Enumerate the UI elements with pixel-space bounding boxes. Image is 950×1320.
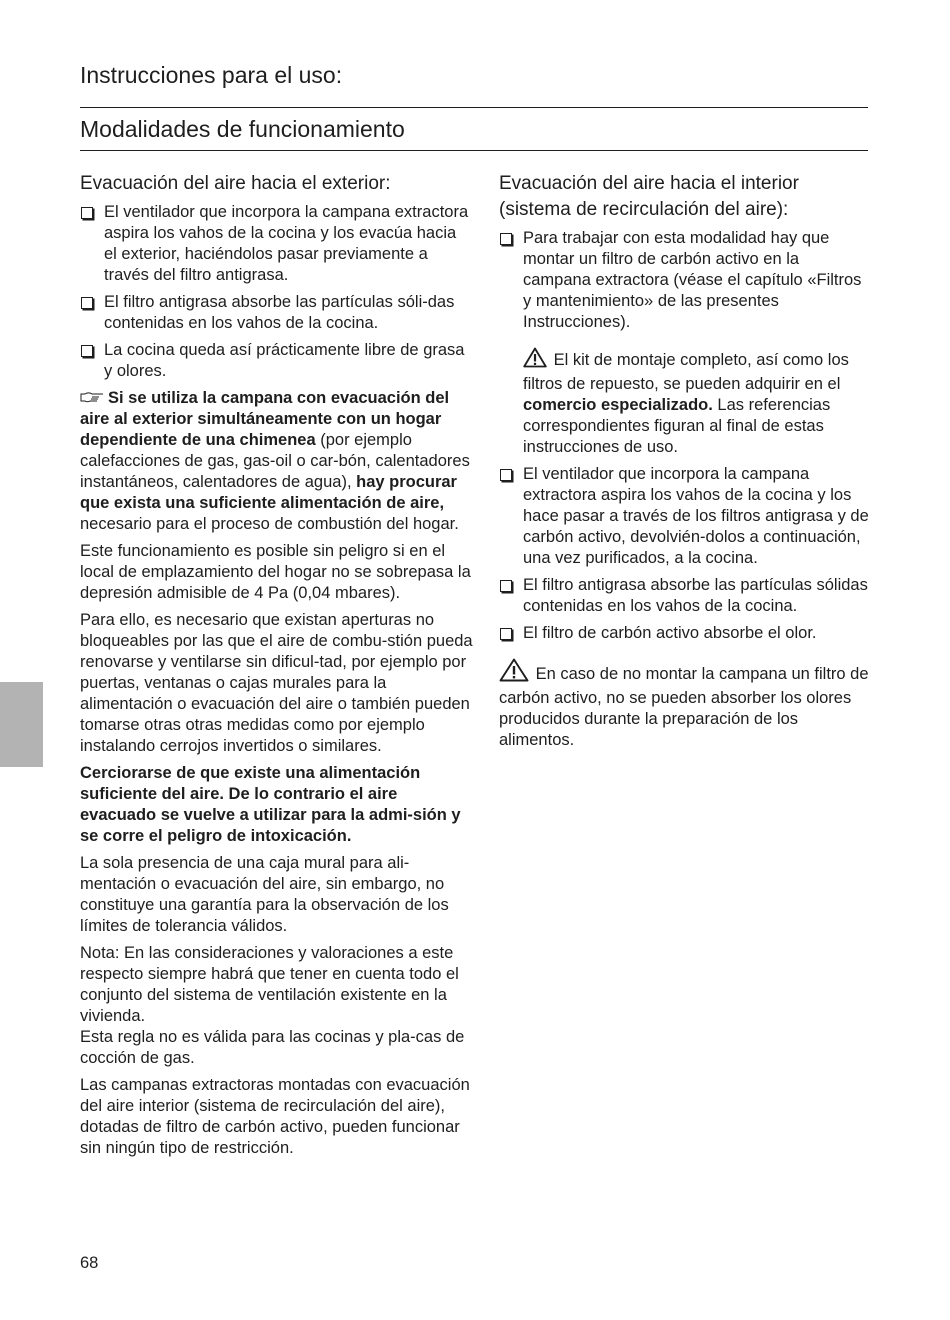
side-tab-marker [0,682,43,767]
checkbox-bullet-icon [500,580,512,592]
note-paragraph: Nota: En las consideraciones y valoraciones a este respecto siempre habrá que tener en cuenta todo el conjunto del sistema de ventilación existente en la vivienda. Esta regla no es válida para las cocinas y pla-cas de cocción de gas. [80,944,465,1067]
top-rule [80,107,868,108]
paragraph: Para ello, es necesario que existan aperturas no bloqueables por las que el aire de combu-stión pueda renovarse y ventilarse sin dificul-tad, por ejemplo por puertas, ventanas o cajas murales para la alimentación o evacuación del aire o también pueden tomarse otras otras medidas como por ejemplo instalando cerrojos invertidos o similares. [80,611,473,755]
checkbox-bullet-icon [81,207,93,219]
list-item: El filtro de carbón activo absorbe el olor. [499,623,869,644]
warning-triangle-icon [499,658,529,688]
list-item: El filtro antigrasa absorbe las partículas sólidas contenidas en los vahos de la cocina. [499,575,869,617]
right-heading: Evacuación del aire hacia el interior (sistema de recirculación del aire): [499,173,799,220]
carbon-filter-warning: En caso de no montar la campana un filtro de carbón activo, no se pueden absorber los olores producidos durante la preparación de los alimentos. [499,658,869,751]
page-number: 68 [80,1254,99,1272]
list-item: La cocina queda así prácticamente libre de grasa y olores. [80,340,473,382]
paragraph: Las campanas extractoras montadas con evacuación del aire interior (sistema de recirculación del aire), dotadas de filtro de carbón activo, pueden funcionar sin ningún tipo de restricción. [80,1076,470,1157]
kit-warning: El kit de montaje completo, así como los filtros de repuesto, se pueden adquirir en el comercio especializado. Las referencias correspondientes figuran al final de estas instrucciones de uso. [499,347,869,458]
checkbox-bullet-icon [81,345,93,357]
pointing-hand-icon [80,388,104,409]
checkbox-bullet-icon [500,233,512,245]
section-rule [80,150,868,151]
warning-triangle-icon [523,347,547,374]
right-column [499,171,869,757]
left-bullet-list [80,202,473,382]
page-title: Instrucciones para el uso: [80,62,343,88]
section-title: Modalidades de funcionamiento [80,116,405,142]
paragraph: La sola presencia de una caja mural para ali-mentación o evacuación del aire, sin embargo, no constituye una garantía para la observación de los límites de tolerancia válidos. [80,854,449,935]
right-bullet-list-2 [499,464,869,644]
list-item: El ventilador que incorpora la campana extractora aspira los vahos de la cocina y los hace pasar a través de los filtros antigrasa y de carbón activo, devolvién-dolos a continuación, una vez purificados, a la cocina. [499,464,869,569]
checkbox-bullet-icon [81,297,93,309]
list-item: Para trabajar con esta modalidad hay que montar un filtro de carbón activo en la campana extractora (véase el capítulo «Filtros y mantenimiento» de las presentes Instrucciones). [499,228,869,333]
left-column [80,171,473,1165]
right-bullet-list-1 [499,228,869,333]
checkbox-bullet-icon [500,628,512,640]
intoxication-warning: Cerciorarse de que existe una alimentación suficiente del aire. De lo contrario el aire evacuado se vuelve a utilizar para la admi-sión y se corre el peligro de intoxicación. [80,764,461,845]
paragraph: Este funcionamiento es posible sin peligro si en el local de emplazamiento del hogar no se sobrepasa la depresión admisible de 4 Pa (0,04 mbares). [80,542,471,602]
list-item: El ventilador que incorpora la campana extractora aspira los vahos de la cocina y los evacúa hacia el exterior, haciéndolos pasar previamente a través del filtro antigrasa. [80,202,473,286]
left-heading: Evacuación del aire hacia el exterior: [80,173,391,194]
list-item: El filtro antigrasa absorbe las partículas sóli-das contenidas en los vahos de la cocina. [80,292,473,334]
checkbox-bullet-icon [500,469,512,481]
chimney-note: Si se utiliza la campana con evacuación del aire al exterior simultáneamente con un hogar dependiente de una chimenea (por ejemplo calefacciones de gas, gas-oil o car-bón, calentadores instantáneos, calentadores de agua), hay procurar que exista una suficiente alimentación de aire, necesario para el proceso de combustión del hogar. [80,389,470,533]
